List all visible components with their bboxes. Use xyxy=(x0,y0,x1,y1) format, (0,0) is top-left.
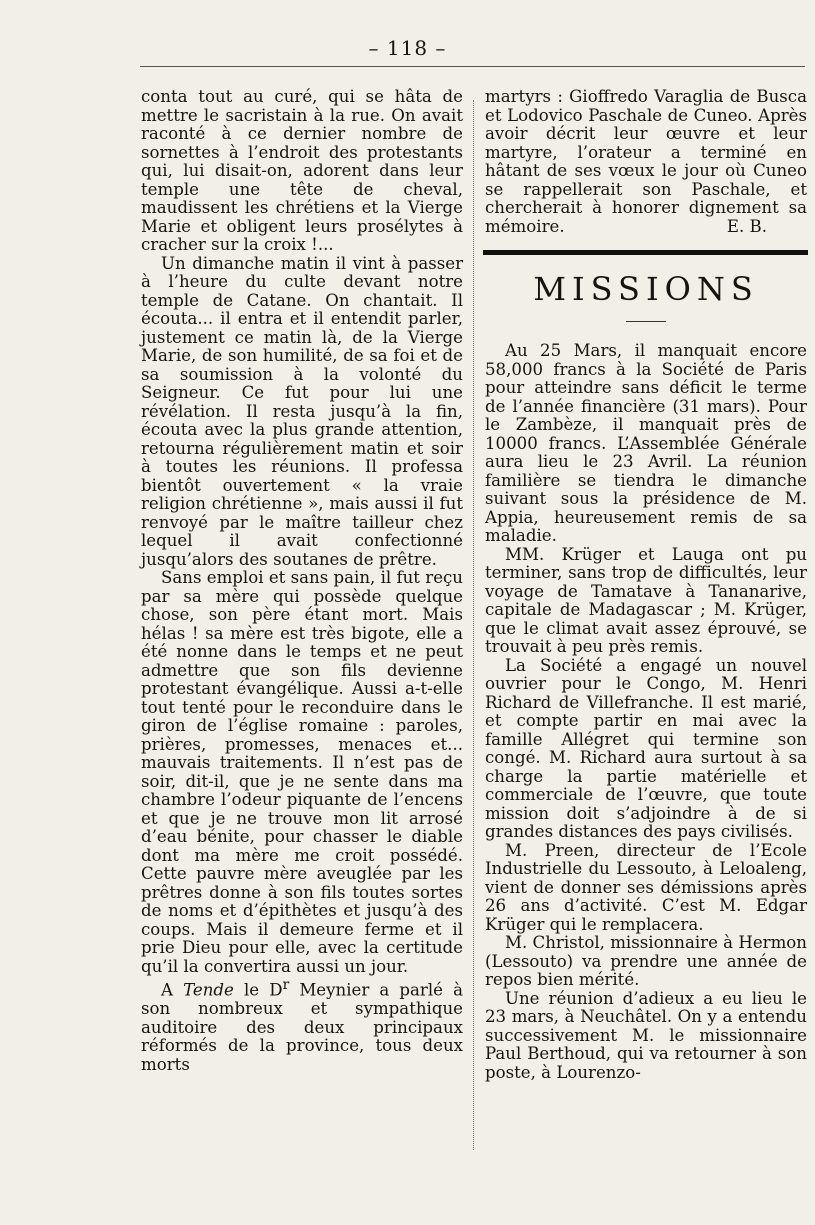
missions-paragraph-1: Au 25 Mars, il manquait encore 58,000 francs à la Société de Paris pour atteindre sans déficit le terme de l’année financière (31 mars). Pour le Zambèze, il manquait près de 10000 francs. L’Assemblée Générale aura lieu le 23 Avril. La réunion familière se tiendra le dimanche suivant sous la présidence de M. Appia, heureusement remis de sa maladie. xyxy=(485,341,807,545)
left-paragraph-3: Sans emploi et sans pain, il fut reçu par sa mère qui possède quelque chose, son père étant mort. Mais hélas ! sa mère est très bigote, elle a été nonne dans le temps et ne peut admettre que son fils devienne protestant évangélique. Aussi a-t-elle tout tenté pour le reconduire dans le giron de l’église romaine : paroles, prières, promesses, menaces et... mauvais traitements. Il n’est pas de soir, dit-il, que je ne sente dans ma chambre l’odeur piquante de l’encens et que je ne trouve mon lit arrosé d’eau bénite, pour chasser le diable dont ma mère me croit possédé. Cette pauvre mère aveuglée par les prêtres donne à son fils toutes sortes de noms et d’épithètes et jusqu’à des coups. Mais il demeure ferme et il prie Dieu pour elle, avec la certitude qu’il la convertira aussi un jour. xyxy=(141,568,463,976)
section-separator xyxy=(483,250,808,255)
left-paragraph-2: Un dimanche matin il vint à passer à l’heure du culte devant notre temple de Catane. On chantait. Il écouta... il entra et il entendit parler, justement ce matin là, de la Vierge Marie, de son humilité, de sa foi et de sa soumission à la volonté du Seigneur. Ce fut pour lui une révélation. Il resta jusqu’à la fin, écouta avec la plus grande attention, retourna régulièrement matin et soir à toutes les réunions. Il professa bientôt ouvertement « la vraie religion chrétienne », mais aussi il fut renvoyé par le maître tailleur chez lequel il avait confectionné jusqu’alors des soutanes de prêtre. xyxy=(141,253,463,569)
column-divider xyxy=(473,100,474,1150)
missions-paragraph-3: La Société a engagé un nouvel ouvrier pour le Congo, M. Henri Richard de Villefranche. Il est marié, et compte partir en mai avec la famille Allégret qui termine son congé. M. Richard aura surtout à sa charge la partie matérielle et commerciale de l’œuvre, que toute mission doit s’adjoindre à de si grandes distances des pays civilisés. xyxy=(485,655,807,841)
header-rule xyxy=(140,66,805,67)
missions-paragraph-6: Une réunion d’adieux a eu lieu le 23 mars, à Neuchâtel. On y a entendu successivement M. le missionnaire Paul Berthoud, qui va retourner à son poste, à Lourenzo- xyxy=(485,988,807,1082)
para-middle: le D xyxy=(233,980,283,1000)
left-paragraph-1: conta tout au curé, qui se hâta de mettre le sacristain à la rue. On avait raconté à ce dernier nombre de sornettes à l’endroit des protestants qui, lui disait-on, adorent dans leur temple une tête de cheval, maudissent les chrétiens et la Vierge Marie et obligent leurs prosélytes à cracher sur la croix !... xyxy=(141,87,463,254)
right-column xyxy=(485,88,807,1082)
missions-paragraph-5: M. Christol, missionnaire à Hermon (Lessouto) va prendre une année de repos bien mérité. xyxy=(485,933,807,989)
continuation-paragraph xyxy=(485,88,807,236)
place-name: Tende xyxy=(183,980,234,1000)
missions-paragraph-4: M. Preen, directeur de l’Ecole Industrielle du Lessouto, à Leloaleng, vient de donner ses démissions après 26 ans d’activité. C’est M. Edgar Krüger qui le remplacera. xyxy=(485,840,807,934)
para-prefix: A xyxy=(161,980,184,1000)
left-column xyxy=(141,88,463,1074)
article-signature: E. B. xyxy=(726,216,767,236)
page-number: – 118 – xyxy=(368,36,447,60)
title-underline xyxy=(626,321,666,322)
continuation-text: martyrs : Gioffredo Varaglia de Busca et Lodovico Paschale de Cuneo. Après avoir décrit leur œuvre et leur martyre, l’orateur a terminé en hâtant de ses vœux le jour où Cuneo se rappellerait son Paschale, et chercherait à honorer dignement sa mémoire. xyxy=(485,87,807,236)
section-title: MISSIONS xyxy=(533,270,759,308)
left-paragraph-4 xyxy=(141,976,463,1074)
missions-paragraph-2: MM. Krüger et Lauga ont pu terminer, sans trop de difficultés, leur voyage de Tamatave à Tananarive, capitale de Madagascar ; M. Krüger, que le climat avait assez éprouvé, se trouvait à peu près remis. xyxy=(485,544,807,656)
para-rest: Meynier a parlé à son nombreux et sympathique auditoire des deux principaux réformés de la province, tous deux morts xyxy=(141,980,463,1074)
title-superscript: r xyxy=(282,977,290,993)
